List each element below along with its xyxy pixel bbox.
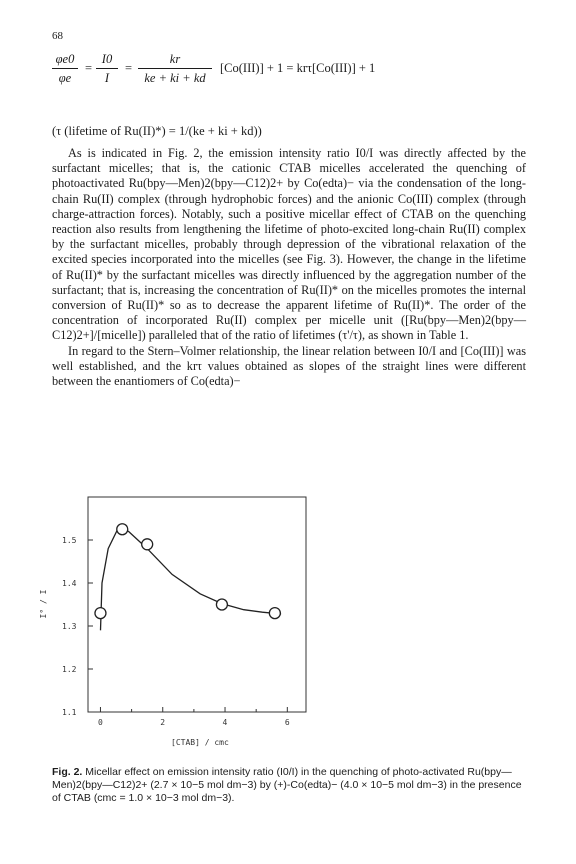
- equation-lhs-numerator: φe0: [55, 52, 75, 66]
- equation-mid-numerator: I0: [101, 52, 113, 66]
- equals-sign: =: [125, 61, 133, 75]
- caption-label: Fig. 2.: [52, 766, 83, 778]
- equation-mid-denominator: I: [104, 71, 110, 85]
- data-curve: [101, 529, 282, 630]
- y-tick-label: 1.3: [62, 622, 77, 631]
- caption-text: Micellar effect on emission intensity ratio (I0/I) in the quenching of photo-activated Ru(bpy—Men)2(bpy—C12)2+ (2.7 × 10−5 mol dm−3) by (+)-Co(edta)− (4.0 × 10−5 mol dm−3) in the presence of CTAB (cmc = 1.0 × 10−3 mol dm−3).: [52, 766, 522, 804]
- page-number: 68: [52, 30, 63, 42]
- data-point: [117, 524, 128, 535]
- y-tick-label: 1.1: [62, 708, 77, 717]
- x-axis-label: [CTAB] / cmc: [171, 738, 229, 747]
- paragraph-2: In regard to the Stern–Volmer relationship, the linear relation between I0/I and [Co(III)] was well established, and the krτ values obtained as slopes of the straight lines were different between the enantiomers of Co(edta)−: [52, 343, 526, 389]
- equation-rest: [Co(III)] + 1 = krτ[Co(III)] + 1: [220, 61, 376, 75]
- x-tick-label: 2: [160, 718, 166, 727]
- data-point: [95, 608, 106, 619]
- y-tick-label: 1.2: [62, 665, 77, 674]
- data-point: [269, 608, 280, 619]
- tau-definition: (τ (lifetime of Ru(II)*) = 1/(ke + ki + kd)): [52, 124, 262, 138]
- figure-caption: [52, 766, 526, 805]
- paragraph-1: As is indicated in Fig. 2, the emission intensity ratio I0/I was directly affected by the surfactant micelles; that is, the cationic CTAB micelles accelerated the quenching of photoactivated Ru(bpy—Men)2(bpy—C12)2+ by Co(edta)− via the condensation of the long-chain Ru(II) complex (through hydrophobic forces) and the anionic Co(III) complex (through charge-attraction forces). Notably, such a positive micellar effect of CTAB on the quenching reaction also results from lengthening the lifetime of photo-excited long-chain Ru(II) complex by the surfactant micelles, probably through depression of the vibrational relaxation of the excited species incorporated into the micelles (see Fig. 3). However, the change in the lifetime of Ru(II)* by the surfactant micelles was directly influenced by the aggregation number of the surfactant; that is, increasing the concentration of Ru(II)* on the micelles promotes the internal conversion of Ru(II)* so as to decrease the apparent lifetime of Ru(II)*. The order of the concentration of incorporated Ru(II) complex per micelle unit ([Ru(bpy—Men)2(bpy—C12)2+]/[micelle]) paralleled that of the ratio of lifetimes (τ'/τ), as shown in Table 1.: [52, 146, 526, 343]
- equation-lhs-denominator: φe: [58, 71, 72, 85]
- equation-rhs-denominator: ke + ki + kd: [144, 71, 206, 85]
- x-tick-label: 4: [222, 718, 228, 727]
- y-axis-label: I° / I: [39, 589, 48, 619]
- equals-sign: =: [85, 61, 93, 75]
- x-tick-label: 0: [97, 718, 103, 727]
- y-tick-label: 1.4: [62, 579, 77, 588]
- y-tick-label: 1.5: [62, 536, 77, 545]
- data-point: [216, 599, 227, 610]
- x-tick-label: 6: [284, 718, 290, 727]
- data-point: [142, 539, 153, 550]
- equation-rhs-numerator: kr: [169, 52, 181, 66]
